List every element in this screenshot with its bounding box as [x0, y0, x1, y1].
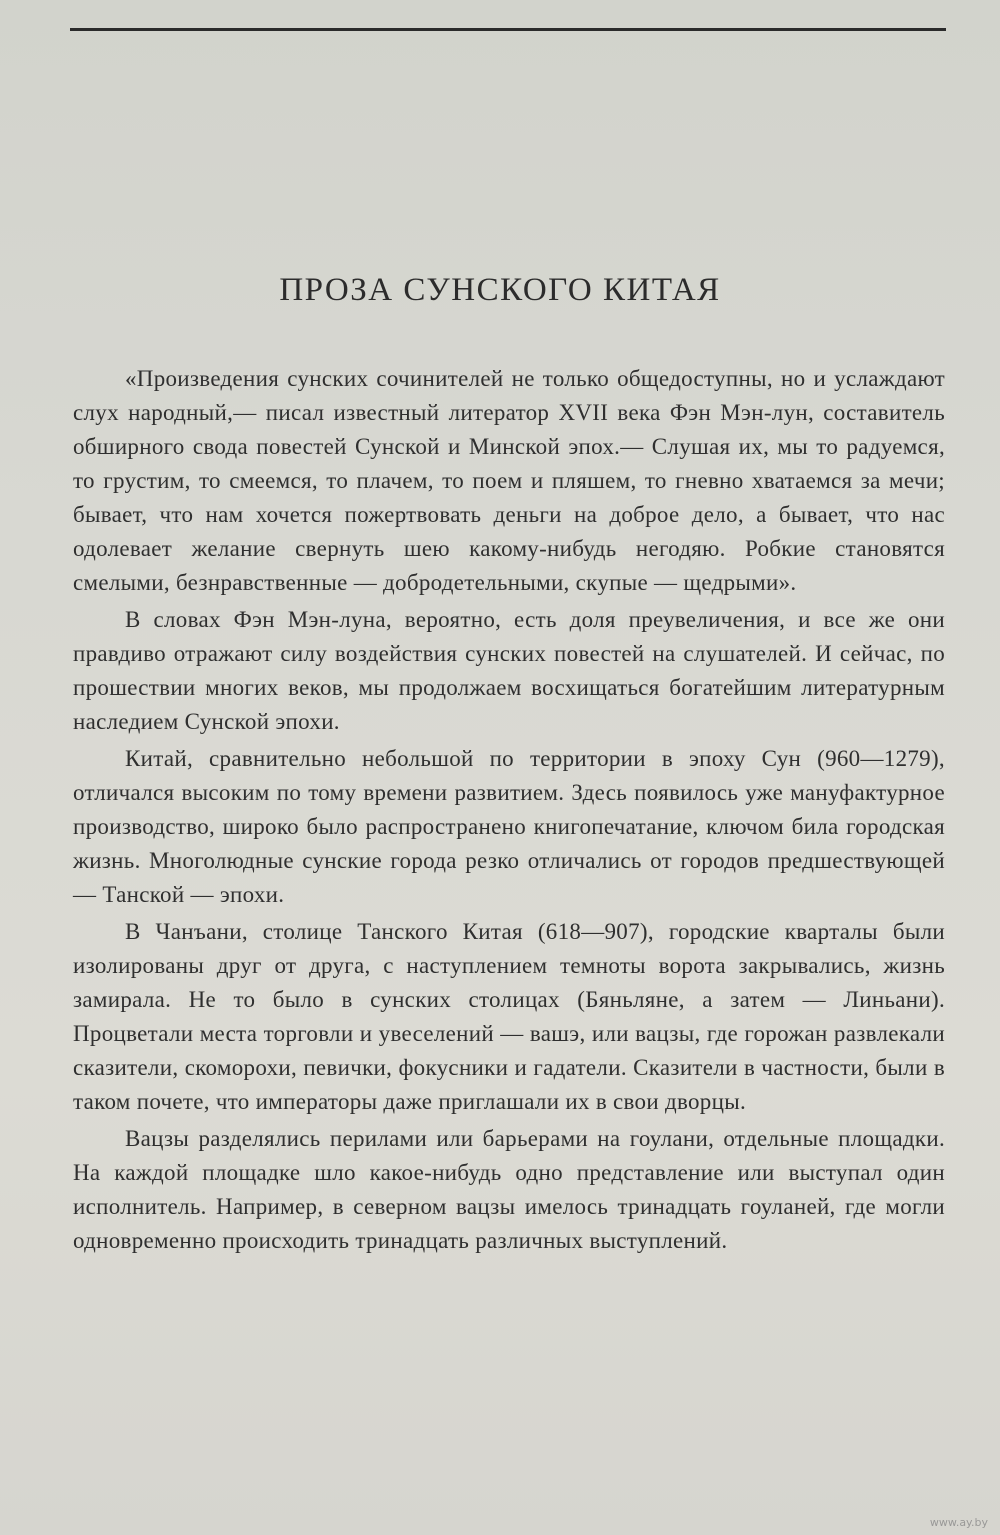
- page-title: ПРОЗА СУНСКОГО КИТАЯ: [279, 272, 721, 308]
- body-text: [73, 362, 945, 1261]
- watermark: www.ay.by: [929, 1516, 988, 1529]
- header-rule: [70, 28, 946, 31]
- paragraph-4: В Чанъани, столице Танского Китая (618—907), городские кварталы были изолированы друг от друга, с наступлением темноты ворота закрывались, жизнь замирала. Не то было в сунских столицах (Бяньляне, а затем — Линьани). Процветали места торговли и увеселений — вашэ, или вацзы, где горожан развлекали сказители, скоморохи, певички, фокусники и гадатели. Сказители в частности, были в таком почете, что императоры даже приглашали их в свои дворцы.: [73, 919, 945, 1114]
- paragraph-3: Китай, сравнительно небольшой по территории в эпоху Сун (960—1279), отличался высоким по тому времени развитием. Здесь появилось уже мануфактурное производство, широко было распространено книгопечатание, ключом била городская жизнь. Многолюдные сунские города резко отличались от городов предшествующей — Танской — эпохи.: [73, 746, 945, 907]
- paragraph-5: Вацзы разделялись перилами или барьерами на гоулани, отдельные площадки. На каждой площадке шло какое-нибудь одно представление или выступал один исполнитель. Например, в северном вацзы имелось тринадцать гоуланей, где могли одновременно происходить тринадцать различных выступлений.: [73, 1126, 945, 1253]
- paragraph-1: «Произведения сунских сочинителей не только общедоступны, но и услаждают слух народный,— писал известный литератор XVII века Фэн Мэн-лун, составитель обширного свода повестей Сунской и Минской эпох.— Слушая их, мы то радуемся, то грустим, то смеемся, то плачем, то поем и пляшем, то гневно хватаемся за мечи; бывает, что нам хочется пожертвовать деньги на доброе дело, а бывает, что нас одолевает желание свернуть шею какому-нибудь негодяю. Робкие становятся смелыми, безнравственные — добродетельными, скупые — щедрыми».: [73, 366, 945, 595]
- paragraph-2: В словах Фэн Мэн-луна, вероятно, есть доля преувеличения, и все же они правдиво отражают силу воздействия сунских повестей на слушателей. И сейчас, по прошествии многих веков, мы продолжаем восхищаться богатейшим литературным наследием Сунской эпохи.: [73, 607, 945, 734]
